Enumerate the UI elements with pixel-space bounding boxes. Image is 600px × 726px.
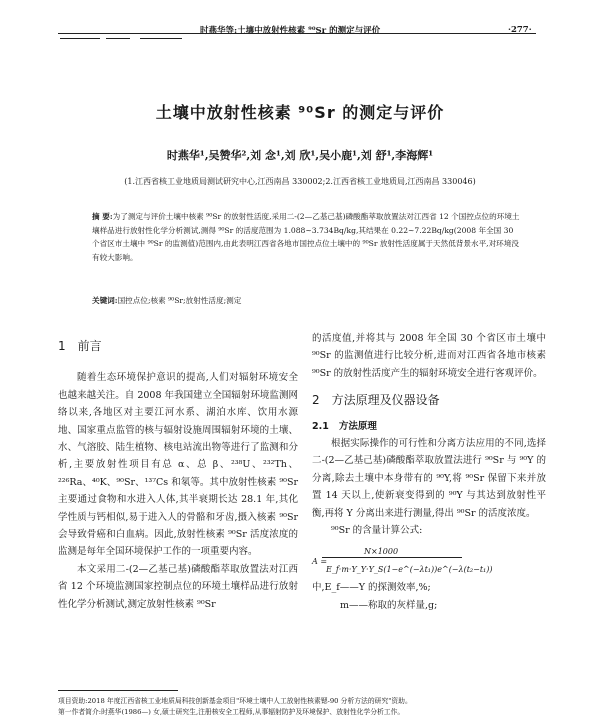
paper-title: 土壤中放射性核素 ⁹⁰Sr 的测定与评价 (155, 103, 445, 122)
formula-variable: m——称取的灰样量,g; (340, 599, 438, 611)
formula-numerator: N×1000 (364, 547, 399, 557)
section-1-number: 1 (58, 339, 66, 353)
activity-formula (312, 541, 546, 577)
page-number: ·277· (508, 25, 532, 35)
keywords-label: 关键词: (92, 296, 118, 305)
formula-lhs: A = (312, 557, 328, 567)
formula-denominator: E_f·m·Y_Y·Y_S(1−e^(−λt₁))e^(−λ(t₂−t₁)) (326, 565, 493, 575)
left-column (58, 338, 298, 613)
footnote-author-bio: 第一作者简介:时燕华(1986—) 女,硕士研究生,注册核安全工程师,从事辐射防护及环境保护、放射性化学分析工作。 (58, 708, 405, 716)
running-title: 时燕华等:土壤中放射性核素 ⁹⁰Sr 的测定与评价 (200, 26, 381, 36)
section-2-number: 2 (312, 393, 320, 408)
section-1-title: 前言 (77, 339, 102, 353)
header-dash (60, 38, 100, 39)
section-2-paragraph: 根据实际操作的可行性和分离方法应用的不同,选择二-(2—乙基己基)磷酸酯萃取放置法进行 ⁹⁰Sr 与 ⁹⁰Y 的分离,除去土壤中本身带有的 ⁹⁰Y,将 ⁹⁰Sr 保留下来并放置 14 天以上,使新衰变得到的 ⁹⁰Y 与其达到放射性平衡,再将 Y 分离出来进行测量,得出 ⁹⁰Sr 的活度浓度。 (312, 438, 546, 519)
header-dash (140, 38, 182, 39)
formula-intro: ⁹⁰Sr 的含量计算公式: (331, 525, 423, 537)
section-2-title: 方法原理及仪器设备 (331, 393, 440, 408)
footnote-funding: 项目资助:2018 年度江西省核工业地质局科技创新基金项目"环境土壤中人工放射性核素锶-90 分析方法的研究"资助。 (58, 697, 412, 705)
page-header (0, 0, 600, 40)
abstract-text: 为了测定与评价土壤中核素 ⁹⁰Sr 的放射性活度,采用二-(2—乙基己基)磷酸酯萃取放置法对江西省 12 个国控点位的环境土壤样品进行放射性化学分析测试,测得 ⁹⁰Sr 的活度范围为 1.088~3.734Bq/kg,其结果在 0.22~7.22Bq/kg(2008 年全国 30 个省区市土壤中 ⁹⁰Sr 的监测值)范围内,由此表明江西省各地市国控点位土壤中的 ⁹⁰Sr 放射性活度属于天然低背景水平,对环境没有较大影响。 (92, 212, 520, 262)
formula-variable: 中,E_f——Y 的探测效率,%; (312, 582, 431, 594)
fraction-bar (322, 557, 462, 558)
author-list: 时燕华¹,吴赞华²,刘 念¹,刘 欣¹,吴小鹿¹,刘 舒¹,李海辉¹ (166, 149, 434, 162)
keywords-text: 国控点位;核素 ⁹⁰Sr;放射性活度;测定 (117, 296, 242, 305)
section-2-heading (312, 392, 546, 409)
footnote (58, 696, 548, 718)
right-column (312, 330, 546, 614)
subsection-2-1-number: 2.1 (312, 420, 329, 432)
abstract-label: 摘 要: (92, 212, 113, 221)
affiliation: (1.江西省核工业地质局测试研究中心,江西南昌 330002;2.江西省核工业地质局,江西南昌 330046) (124, 177, 476, 186)
subsection-2-1-heading (312, 418, 546, 435)
section-1-continuation: 的活度值,并将其与 2008 年全国 30 个省区市土壤中 ⁹⁰Sr 的监测值进行比较分析,进而对江西省各地市核素 ⁹⁰Sr 的放射性活度产生的辐射环境安全进行客观评价。 (312, 333, 546, 379)
header-dash (106, 38, 130, 39)
section-1-paragraph: 随着生态环境保护意识的提高,人们对辐射环境安全也越来越关注。自 2008 年我国建立全国辐射环境监测网络以来,各地区对主要江河水系、湖泊水库、饮用水源地、国家重点监管的核与辐射设施周围辐射环境的土壤、水、气溶胶、陆生植物、核电站流出物等进行了监测和分析,主要放射性项目有总 α、总 β、²³⁸U、²³²Th、²²⁶Ra、⁴⁰K、⁹⁰Sr、¹³⁷Cs 和氡等。其中放射性核素 ⁹⁰Sr 主要通过食物和水进入人体,其半衰期长达 28.1 年,其化学性质与钙相似,易于进入人的骨骼和牙齿,摄入核素 ⁹⁰Sr 会导致骨癌和白血病。因此,放射性核素 ⁹⁰Sr 活度浓度的监测是每年全国环境保护工作的一项重要内容。 (58, 372, 298, 558)
header-rule (58, 33, 536, 34)
subsection-2-1-title: 方法原理 (338, 420, 377, 432)
keywords (92, 295, 522, 306)
section-1-heading (58, 338, 298, 355)
section-1-paragraph: 本文采用二-(2—乙基己基)磷酸酯萃取放置法对江西省 12 个环境监测国家控制点位的环境土壤样品进行放射性化学分析测试,测定放射性核素 ⁹⁰Sr (58, 563, 298, 610)
abstract (92, 210, 522, 264)
footnote-rule (58, 690, 178, 691)
